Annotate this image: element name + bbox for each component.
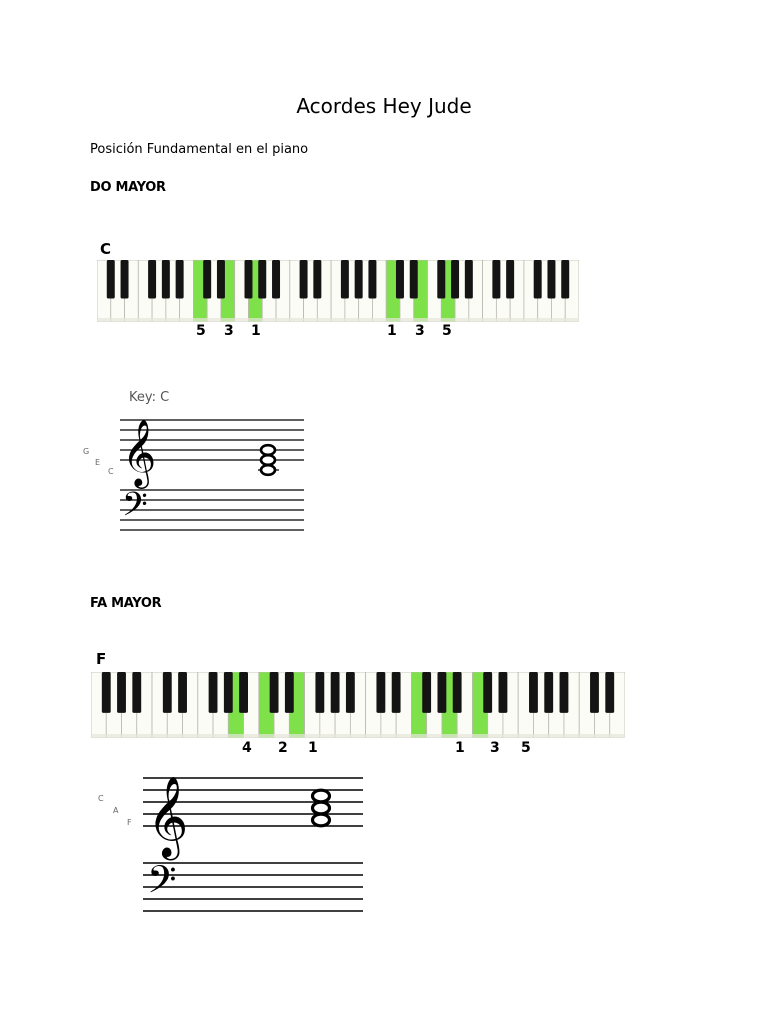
black-key: [163, 672, 172, 713]
black-key: [341, 260, 349, 298]
black-key: [499, 672, 508, 713]
black-key: [437, 672, 446, 713]
black-key: [547, 260, 555, 298]
black-key: [437, 260, 445, 298]
black-key: [465, 260, 473, 298]
black-key: [346, 672, 355, 713]
chord-notes: [313, 790, 330, 826]
black-key: [217, 260, 225, 298]
note-name: F: [127, 818, 132, 827]
black-key: [178, 672, 187, 713]
black-key: [561, 260, 569, 298]
black-key: [162, 260, 170, 298]
black-key: [376, 672, 385, 713]
finger-number: 5: [196, 323, 206, 339]
chord-letter: C: [100, 240, 112, 258]
document-subtitle: Posición Fundamental en el piano: [90, 142, 309, 157]
black-key: [244, 260, 252, 298]
black-key: [534, 260, 542, 298]
piano-keyboard-f-major: [91, 672, 625, 738]
black-key: [529, 672, 538, 713]
black-key: [506, 260, 514, 298]
finger-number: 1: [251, 323, 261, 339]
black-key: [272, 260, 280, 298]
black-key: [544, 672, 553, 713]
black-key: [422, 672, 431, 713]
black-key: [258, 260, 266, 298]
black-key: [483, 672, 492, 713]
black-key: [203, 260, 211, 298]
finger-number: 1: [308, 740, 318, 756]
black-key: [605, 672, 614, 713]
finger-number: 3: [224, 323, 234, 339]
black-key: [396, 260, 404, 298]
black-key: [560, 672, 569, 713]
black-key: [176, 260, 184, 298]
note-name: C: [108, 467, 114, 476]
note-name: C: [98, 794, 104, 803]
black-key: [451, 260, 459, 298]
black-key: [121, 260, 129, 298]
note-name: E: [95, 458, 101, 467]
black-key: [453, 672, 462, 713]
black-key: [148, 260, 156, 298]
black-key: [355, 260, 363, 298]
black-key: [368, 260, 376, 298]
note-name: G: [83, 447, 90, 456]
black-key: [315, 672, 324, 713]
black-key: [331, 672, 340, 713]
piano-keyboard-c-major: [97, 260, 579, 322]
black-key: [270, 672, 279, 713]
black-key: [107, 260, 115, 298]
finger-number: 5: [521, 740, 531, 756]
treble-clef-icon: 𝄞: [147, 775, 189, 857]
finger-number: 3: [490, 740, 500, 756]
document-title: Acordes Hey Jude: [296, 94, 472, 118]
treble-clef-icon: 𝄞: [122, 418, 157, 486]
bass-clef-icon: 𝄢: [122, 486, 148, 532]
bass-clef-icon: 𝄢: [147, 857, 177, 911]
finger-number: 3: [415, 323, 425, 339]
note-name: A: [113, 806, 119, 815]
finger-number: 1: [455, 740, 465, 756]
black-key: [117, 672, 126, 713]
finger-number: 5: [442, 323, 452, 339]
black-key: [209, 672, 218, 713]
key-label: Key: C: [129, 390, 170, 405]
finger-number: 4: [242, 740, 252, 756]
section-heading-fa-mayor: FA MAYOR: [90, 596, 162, 611]
grand-staff-f-major: [141, 768, 365, 918]
chord-letter: F: [96, 650, 107, 668]
black-key: [392, 672, 401, 713]
finger-number: 2: [278, 740, 288, 756]
finger-number: 1: [387, 323, 397, 339]
grand-staff-c-major: [118, 410, 308, 538]
section-heading-do-mayor: DO MAYOR: [90, 180, 166, 195]
black-key: [300, 260, 308, 298]
chord-notes: [258, 445, 279, 475]
black-key: [492, 260, 500, 298]
black-key: [285, 672, 294, 713]
black-key: [410, 260, 418, 298]
black-key: [239, 672, 248, 713]
black-key: [132, 672, 141, 713]
black-key: [313, 260, 321, 298]
black-key: [590, 672, 599, 713]
black-key: [102, 672, 111, 713]
black-key: [224, 672, 233, 713]
